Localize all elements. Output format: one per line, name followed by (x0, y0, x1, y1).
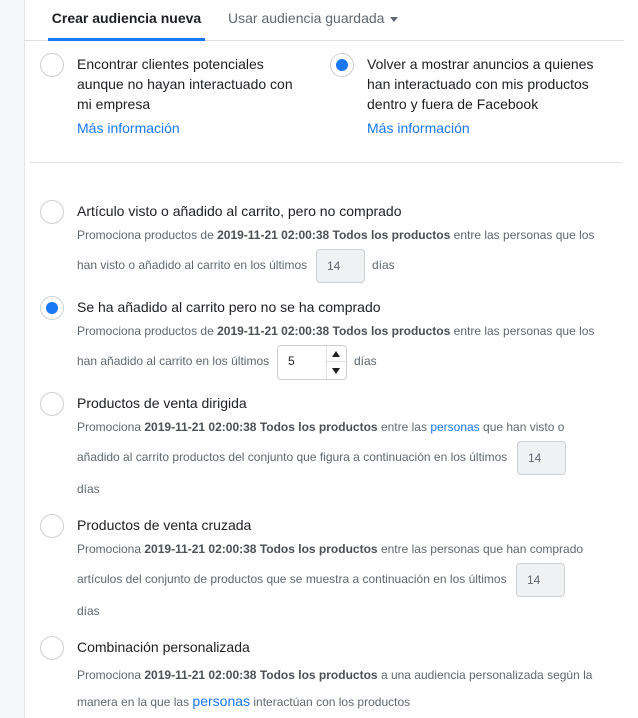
radio-viewed-or-added-not-purchased[interactable] (40, 200, 64, 224)
desc-text: Promociona productos de (77, 228, 214, 242)
more-info-link[interactable]: Más información (367, 120, 470, 136)
radio-upsell-products[interactable] (40, 392, 64, 416)
desc-date: 2019-11-21 02:00:38 (217, 228, 330, 242)
option-text-line: Encontrar clientes potenciales (77, 56, 264, 72)
rule-title: Combinación personalizada (77, 639, 250, 655)
days-input-disabled: 14 (316, 249, 365, 283)
rule-description (77, 668, 592, 682)
decrement-arrow-icon[interactable] (327, 363, 346, 379)
desc-text: Promociona (77, 542, 142, 556)
option-text-line: aunque no hayan interactuado con (77, 76, 293, 92)
desc-text: manera en la que las (77, 695, 190, 709)
radio-find-new-customers[interactable] (40, 53, 64, 77)
option-text-line: mi empresa (77, 96, 151, 112)
rule-description: artículos del conjunto de productos que se muestra a continuación en los últimos (77, 572, 507, 586)
days-stepper[interactable] (277, 345, 347, 380)
desc-date: 2019-11-21 02:00:38 (144, 668, 257, 682)
desc-text: entre las personas que han comprado (380, 542, 584, 556)
option-text-line: han interactuado con mis productos (367, 76, 589, 92)
desc-text: entre las (380, 420, 427, 434)
radio-custom-combination[interactable] (40, 636, 64, 660)
desc-product-set: Todos los productos (332, 324, 451, 338)
stepper-buttons (326, 346, 346, 379)
rule-description: han visto o añadido al carrito en los últimos (77, 258, 308, 272)
more-info-link[interactable]: Más información (77, 120, 180, 136)
rule-description (77, 693, 410, 709)
days-stepper-value[interactable]: 5 (288, 354, 295, 368)
desc-text: interactúan con los productos (253, 695, 411, 709)
option-text-line: Volver a mostrar anuncios a quienes (367, 56, 594, 72)
increment-arrow-icon[interactable] (327, 346, 346, 362)
days-input-disabled: 14 (516, 563, 565, 597)
desc-text: que han visto o (483, 420, 565, 434)
rule-description (77, 324, 594, 338)
days-label: días (354, 354, 377, 368)
desc-text: entre las personas que los (453, 228, 595, 242)
rule-description (77, 420, 564, 434)
rule-description (77, 228, 594, 242)
rule-title: Se ha añadido al carrito pero no se ha comprado (77, 299, 381, 315)
desc-product-set: Todos los productos (259, 542, 378, 556)
days-label: días (372, 258, 395, 272)
desc-product-set: Todos los productos (259, 420, 378, 434)
people-link[interactable]: personas (430, 420, 480, 434)
radio-retarget-audience[interactable] (330, 53, 354, 77)
people-link[interactable]: personas (192, 693, 251, 709)
rule-title: Productos de venta dirigida (77, 395, 247, 411)
option-retarget-text (367, 54, 627, 114)
desc-text: entre las personas que los (453, 324, 595, 338)
rule-description (77, 542, 583, 556)
rule-description: han añadido al carrito en los últimos (77, 354, 270, 368)
desc-text: Promociona (77, 668, 142, 682)
desc-text: Promociona (77, 420, 142, 434)
rule-title: Artículo visto o añadido al carrito, pero no comprado (77, 203, 402, 219)
tab-saved-label: Usar audiencia guardada (228, 10, 385, 26)
radio-added-to-cart-not-purchased[interactable] (40, 296, 64, 320)
desc-product-set: Todos los productos (332, 228, 451, 242)
option-text-line: dentro y fuera de Facebook (367, 96, 539, 112)
option-find-new-customers-text (77, 54, 317, 114)
desc-text: Promociona productos de (77, 324, 214, 338)
desc-product-set: Todos los productos (259, 668, 378, 682)
days-label: días (77, 482, 100, 496)
radio-cross-sell-products[interactable] (40, 514, 64, 538)
days-label: días (77, 604, 100, 618)
section-divider (30, 162, 622, 163)
desc-text: a una audiencia personalizada según la (380, 668, 593, 682)
audience-tabs (24, 0, 624, 41)
caret-down-icon (390, 17, 398, 22)
desc-date: 2019-11-21 02:00:38 (144, 542, 257, 556)
rule-title: Productos de venta cruzada (77, 517, 252, 533)
tab-create-new-audience[interactable]: Crear audiencia nueva (48, 0, 205, 41)
days-input-disabled: 14 (517, 441, 566, 475)
desc-date: 2019-11-21 02:00:38 (144, 420, 257, 434)
tab-use-saved-audience[interactable] (228, 0, 398, 41)
desc-date: 2019-11-21 02:00:38 (217, 324, 330, 338)
rule-description: añadido al carrito productos del conjunto que figura a continuación en los últimos (77, 450, 508, 464)
